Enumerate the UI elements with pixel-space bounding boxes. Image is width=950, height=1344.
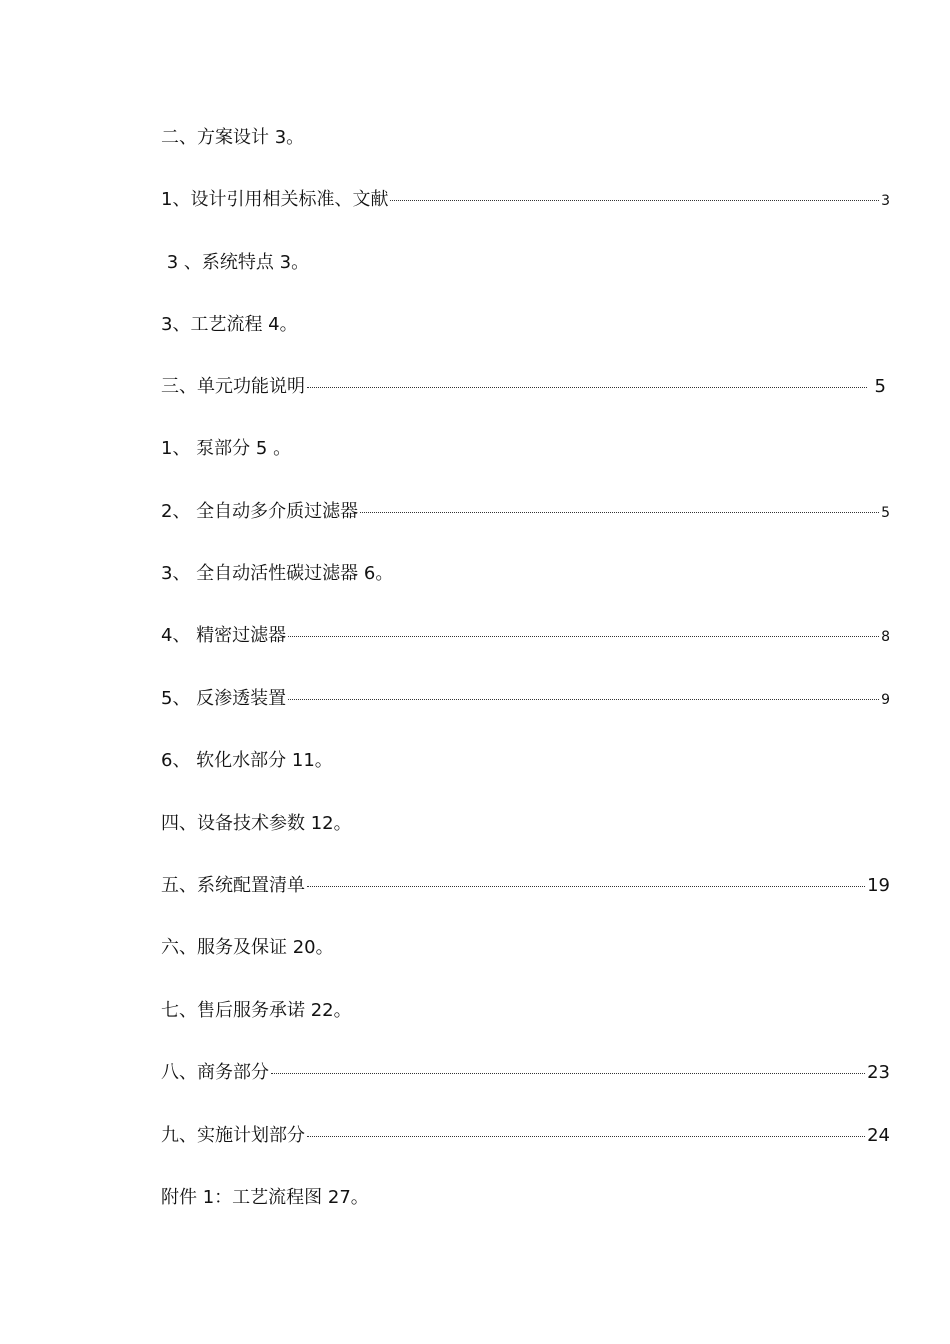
toc-entry-text: 3 、系统特点 3。: [161, 252, 310, 273]
toc-entry-text: 五、系统配置清单: [161, 875, 305, 896]
toc-page-number: 3: [881, 193, 890, 209]
toc-entry-text: 2、 全自动多介质过滤器: [161, 501, 359, 522]
toc-entry-text: 四、设备技术参数 12。: [161, 813, 352, 834]
toc-entry-text: 6、 软化水部分 11。: [161, 750, 333, 771]
toc-entry[interactable]: [161, 1124, 890, 1148]
toc-entry-text: 六、服务及保证 20。: [161, 937, 334, 958]
dot-leader: [307, 387, 867, 388]
toc-entry[interactable]: [161, 999, 352, 1023]
toc-entry-text: 3、工艺流程 4。: [161, 314, 298, 335]
toc-entry-text: 5、 反渗透装置: [161, 688, 287, 709]
toc-entry[interactable]: [161, 1061, 890, 1085]
toc-page-number: 23: [867, 1062, 890, 1083]
toc-entry[interactable]: [161, 375, 886, 399]
toc-entry[interactable]: [161, 812, 352, 836]
toc-entry[interactable]: [161, 251, 309, 275]
toc-entry[interactable]: [161, 188, 890, 213]
toc-entry[interactable]: [161, 313, 298, 337]
toc-page-number: 9: [881, 692, 890, 708]
toc-entry-text: 三、单元功能说明: [161, 376, 305, 397]
toc-entry-text: 二、方案设计 3。: [161, 127, 305, 148]
toc-page-number: 8: [881, 629, 890, 645]
toc-page-number: 19: [867, 875, 890, 896]
toc-page-number: 24: [867, 1125, 890, 1146]
toc-entry[interactable]: [161, 500, 890, 525]
dot-leader: [288, 699, 879, 700]
dot-leader: [271, 1073, 865, 1074]
toc-entry[interactable]: [161, 936, 334, 960]
toc-entry[interactable]: [161, 126, 304, 150]
dot-leader: [307, 886, 865, 887]
toc-entry-text: 八、商务部分: [161, 1062, 269, 1083]
toc-entry[interactable]: [161, 562, 393, 586]
toc-page-number: 5: [881, 505, 890, 521]
dot-leader: [288, 636, 879, 637]
dot-leader: [360, 512, 879, 513]
toc-entry[interactable]: [161, 687, 890, 712]
toc-entry-text: 九、实施计划部分: [161, 1125, 305, 1146]
dot-leader: [307, 1136, 865, 1137]
toc-entry[interactable]: [161, 624, 890, 649]
toc-page-number: 5: [874, 376, 886, 397]
toc-entry-text: 七、售后服务承诺 22。: [161, 1000, 352, 1021]
toc-entry-text: 1、设计引用相关标准、文献: [161, 189, 389, 210]
toc-entry[interactable]: [161, 437, 291, 461]
toc-entry-text: 1、 泵部分 5 。: [161, 438, 292, 459]
toc-entry[interactable]: [161, 874, 890, 898]
toc-entry[interactable]: [161, 1186, 369, 1210]
dot-leader: [390, 200, 879, 201]
toc-entry-text: 4、 精密过滤器: [161, 625, 287, 646]
toc-entry-text: 附件 1：工艺流程图 27。: [161, 1187, 369, 1208]
toc-entry-text: 3、 全自动活性碳过滤器 6。: [161, 563, 394, 584]
toc-entry[interactable]: [161, 749, 333, 773]
